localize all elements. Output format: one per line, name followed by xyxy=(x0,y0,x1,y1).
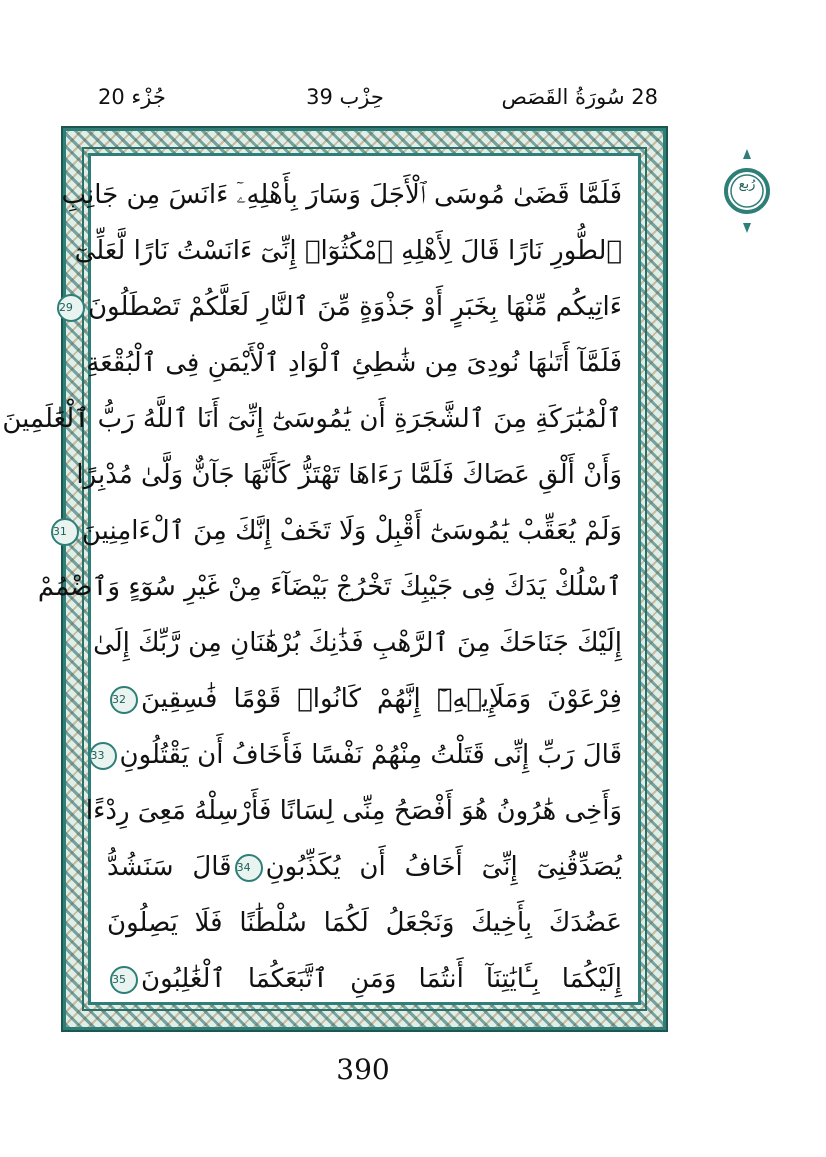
text-line: ٱسْلُكْ يَدَكَ فِى جَيْبِكَ تَخْرُجْ بَيْضَآءَ مِنْ غَيْرِ سُوٓءٍ وَٱضْمُمْ xyxy=(37,572,622,602)
text-line: يُصَدِّقُنِىٓ إِنِّىٓ أَخَافُ أَن يُكَذِّبُونِ34قَالَ سَنَشُدُّ xyxy=(107,852,622,882)
ayah-number-marker: 35 xyxy=(110,966,138,994)
text-line: وَأَخِى هَٰرُونُ هُوَ أَفْصَحُ مِنِّى لِسَانًا فَأَرْسِلْهُ مَعِىَ رِدْءًا xyxy=(85,796,622,826)
text-line: عَضُدَكَ بِأَخِيكَ وَنَجْعَلُ لَكُمَا سُلْطَٰنًا فَلَا يَصِلُونَ xyxy=(107,908,622,938)
text-line: فَلَمَّا قَضَىٰ مُوسَى ٱلْأَجَلَ وَسَارَ بِأَهْلِهِۦٓ ءَانَسَ مِن جَانِبِ xyxy=(61,180,622,210)
text-line: ٱلطُّورِ نَارًا قَالَ لِأَهْلِهِ ٱمْكُثُوٓا۟ إِنِّىٓ ءَانَسْتُ نَارًا لَّعَلِّىٓ xyxy=(74,236,622,266)
text-line: قَالَ رَبِّ إِنِّى قَتَلْتُ مِنْهُمْ نَفْسًا فَأَخَافُ أَن يَقْتُلُونِ33 xyxy=(90,740,622,770)
rub-marker xyxy=(724,147,770,235)
text-line: إِلَيْكَ جَنَاحَكَ مِنَ ٱلرَّهْبِ فَذَٰنِكَ بُرْهَٰنَانِ مِن رَّبِّكَ إِلَىٰ xyxy=(93,628,622,658)
page-number: 390 xyxy=(336,1053,390,1086)
ayah-number-marker: 34 xyxy=(235,854,263,882)
ayah-number-marker: 33 xyxy=(89,742,117,770)
text-line: فَلَمَّآ أَتَىٰهَا نُودِىَ مِن شَٰطِئِ ٱلْوَادِ ٱلْأَيْمَنِ فِى ٱلْبُقْعَةِ xyxy=(86,348,622,378)
text-line: إِلَيْكُمَا بِـَٔايَٰتِنَآ أَنتُمَا وَمَنِ ٱتَّبَعَكُمَا ٱلْغَٰلِبُونَ35 xyxy=(112,964,622,994)
hizb-number: حِزْب 39 xyxy=(306,85,384,109)
page-frame xyxy=(2,126,668,1032)
text-line: ٱلْمُبَٰرَكَةِ مِنَ ٱلشَّجَرَةِ أَن يَٰمُوسَىٰٓ إِنِّىٓ أَنَا ٱللَّهُ رَبُّ ٱلْعَٰلَمِينَ xyxy=(2,404,622,434)
rub-label: رُبع xyxy=(738,177,756,192)
text-line: وَأَنْ أَلْقِ عَصَاكَ فَلَمَّا رَءَاهَا تَهْتَزُّ كَأَنَّهَا جَآنٌّ وَلَّىٰ مُدْبِرًا xyxy=(76,460,622,490)
ayah-number-marker: 32 xyxy=(110,686,138,714)
text-line: فِرْعَوْنَ وَمَلَإِي۟هِۦٓ إِنَّهُمْ كَانُوا۟ قَوْمًا فَٰسِقِينَ32 xyxy=(112,684,622,714)
text-line: وَلَمْ يُعَقِّبْ يَٰمُوسَىٰٓ أَقْبِلْ وَلَا تَخَفْ إِنَّكَ مِنَ ٱلْءَامِنِينَ31 xyxy=(52,516,622,546)
ayah-number-marker: 31 xyxy=(51,518,79,546)
surah-title: 28 سُورَةُ القَصَص xyxy=(501,85,658,109)
text-line: ءَاتِيكُم مِّنْهَا بِخَبَرٍ أَوْ جَذْوَةٍ مِّنَ ٱلنَّارِ لَعَلَّكُمْ تَصْطَلُونَ29 xyxy=(58,292,622,322)
ayah-number-marker: 29 xyxy=(57,294,85,322)
quran-text-area xyxy=(2,153,641,1005)
juz-number: جُزْء 20 xyxy=(98,85,166,109)
